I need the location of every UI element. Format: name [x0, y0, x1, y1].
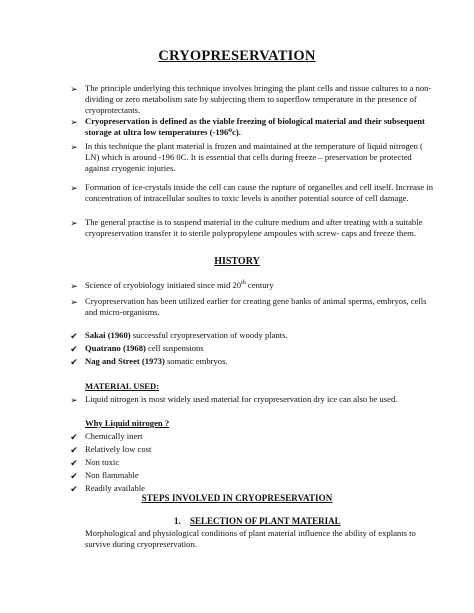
material-item-liquid-nitrogen: Liquid nitrogen is most widely used material for cryopreservation dry ice can also be used. [85, 394, 398, 404]
history-item-gene-banks: Cryopreservation has been utilized earlier for creating gene banks of animal sperms, embryos, cells and micro-organisms. [85, 296, 427, 318]
check-icon: ✔ [70, 484, 78, 494]
paragraph-ice-crystals: Formation of ice-crystals inside the cell can cause the rupture of organelles and cell itself. Increase in concentration of intracellular soultes to toxic levels is another potential source of cell damage. [85, 182, 433, 204]
history-item-cryobiology: Science of cryobiology initiated since mid 20th century [85, 280, 274, 290]
history-item-sakai: Sakai (1960) successful cryopreservation of woody plants. [85, 330, 288, 340]
reason-item: Non flammable [85, 470, 139, 480]
step-title: SELECTION OF PLANT MATERIAL [190, 516, 341, 526]
check-icon: ✔ [70, 357, 78, 367]
check-icon: ✔ [70, 331, 78, 341]
reason-item: Readily available [85, 483, 145, 493]
material-heading: MATERIAL USED: [85, 381, 160, 391]
arrow-bullet-icon: ➢ [70, 218, 78, 228]
arrow-bullet-icon: ➢ [70, 183, 78, 193]
arrow-bullet-icon: ➢ [70, 281, 78, 291]
arrow-bullet-icon: ➢ [70, 117, 78, 127]
why-liquid-nitrogen-heading: Why Liquid nitrogen ? [85, 418, 170, 428]
reason-item: Relatively low cost [85, 444, 152, 454]
reason-item: Chemically inert [85, 431, 143, 441]
steps-heading: STEPS INVOLVED IN CRYOPRESERVATION [141, 493, 333, 503]
reason-item: Non toxic [85, 457, 120, 467]
paragraph-technique: In this technique the plant material is frozen and maintained at the temperature of liquid nitrogen ( LN) which is around -196 0C. It is essential that cells during freeze – preservation be protected against cryogenic injuries. [85, 141, 423, 174]
check-icon: ✔ [70, 458, 78, 468]
check-icon: ✔ [70, 344, 78, 354]
paragraph-principle: The principle underlying this technique involves bringing the plant cells and tissue cultures to a non-dividing or zero metabolism sate by subjecting them to superflow temperature in the presence of cryoprotectants. [85, 83, 432, 116]
step-description: Morphological and physiological conditions of plant material influence the ability of explants to survive during cryopreservation. [85, 528, 416, 550]
history-item-nag-street: Nag and Street (1973) somatic embryos. [85, 356, 228, 366]
arrow-bullet-icon: ➢ [70, 84, 78, 94]
history-item-quatrano: Quatrano (1968) cell suspensions [85, 343, 204, 353]
arrow-bullet-icon: ➢ [70, 297, 78, 307]
arrow-bullet-icon: ➢ [70, 395, 78, 405]
check-icon: ✔ [70, 432, 78, 442]
paragraph-general-practise: The general practise is to suspend material in the culture medium and after treating with a suitable cryopreservation transfer it to sterile polypropylene ampoules with screw- caps and freeze them. [85, 217, 423, 239]
step-number: 1. [174, 516, 181, 526]
history-heading: HISTORY [214, 256, 260, 267]
page-title: CRYOPRESERVATION [158, 48, 316, 64]
check-icon: ✔ [70, 471, 78, 481]
arrow-bullet-icon: ➢ [70, 142, 78, 152]
check-icon: ✔ [70, 445, 78, 455]
paragraph-definition: Cryopreservation is defined as the viable freezing of biological material and their subsequent storage at ultra low temperatures (-196⁰c). [85, 116, 425, 138]
